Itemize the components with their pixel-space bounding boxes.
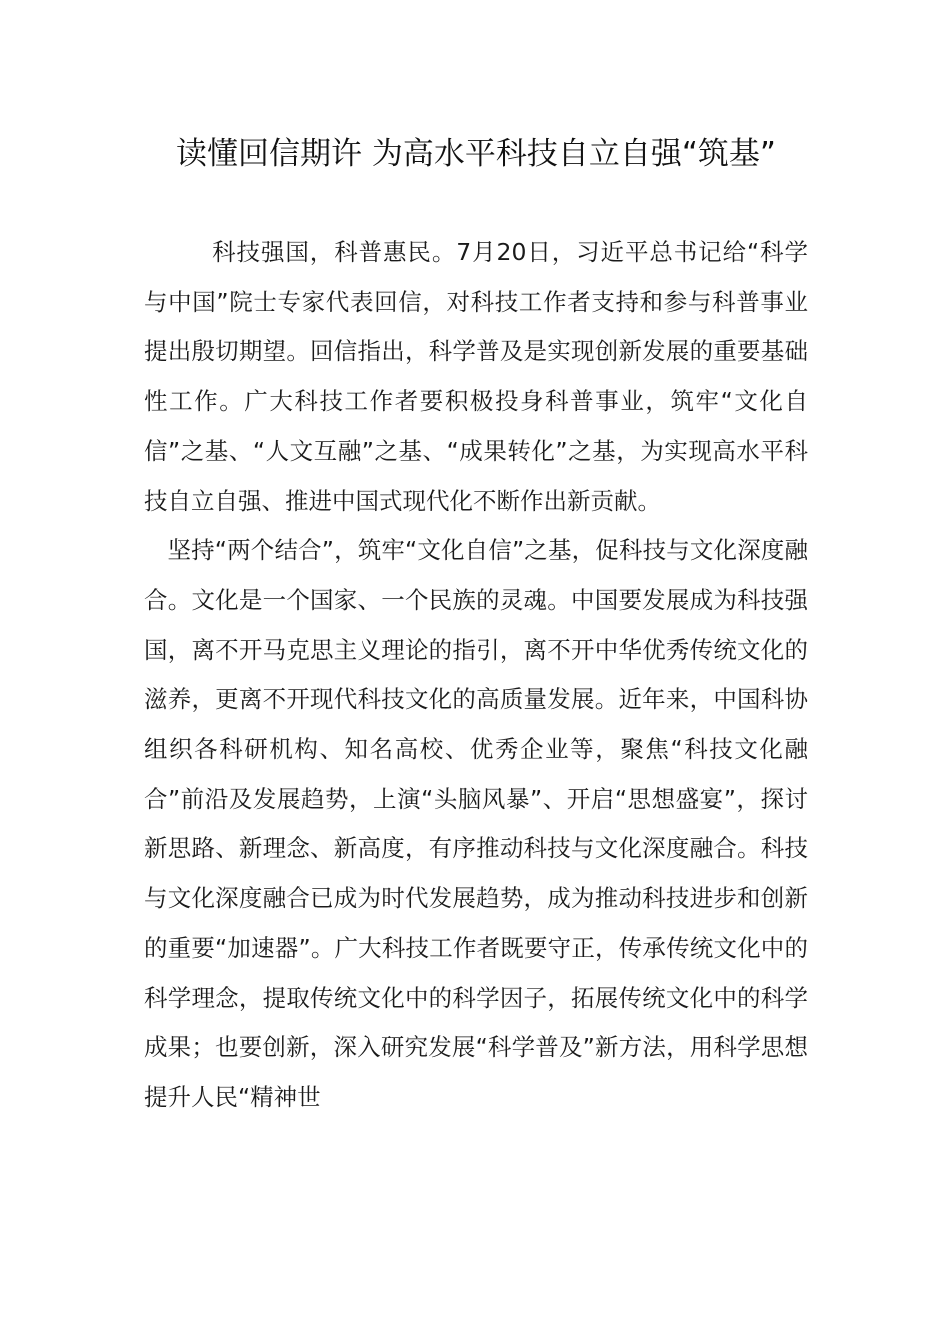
document-body — [144, 228, 808, 1123]
paragraph-intro: 科技强国，科普惠民。7月20日，习近平总书记给“科学与中国”院士专家代表回信，对科技工作者支持和参与科普事业提出殷切期望。回信指出，科学普及是实现创新发展的重要基础性工作。广大科技工作者要积极投身科普事业，筑牢“文化自信”之基、“人文互融”之基、“成果转化”之基，为实现高水平科技自立自强、推进中国式现代化不断作出新贡献。 — [144, 238, 808, 515]
document-title: 读懂回信期许 为高水平科技自立自强“筑基” — [176, 136, 776, 172]
paragraph-cultural-confidence: 坚持“两个结合”，筑牢“文化自信”之基，促科技与文化深度融合。文化是一个国家、一个民族的灵魂。中国要发展成为科技强国，离不开马克思主义理论的指引，离不开中华优秀传统文化的滋养，更离不开现代科技文化的高质量发展。近年来，中国科协组织各科研机构、知名高校、优秀企业等，聚焦“科技文化融合”前沿及发展趋势，上演“头脑风暴”、开启“思想盛宴”，探讨新思路、新理念、新高度，有序推动科技与文化深度融合。科技与文化深度融合已成为时代发展趋势，成为推动科技进步和创新的重要“加速器”。广大科技工作者既要守正，传承传统文化中的科学理念，提取传统文化中的科学因子，拓展传统文化中的科学成果；也要创新，深入研究发展“科学普及”新方法，用科学思想提升人民“精神世 — [144, 536, 808, 1111]
